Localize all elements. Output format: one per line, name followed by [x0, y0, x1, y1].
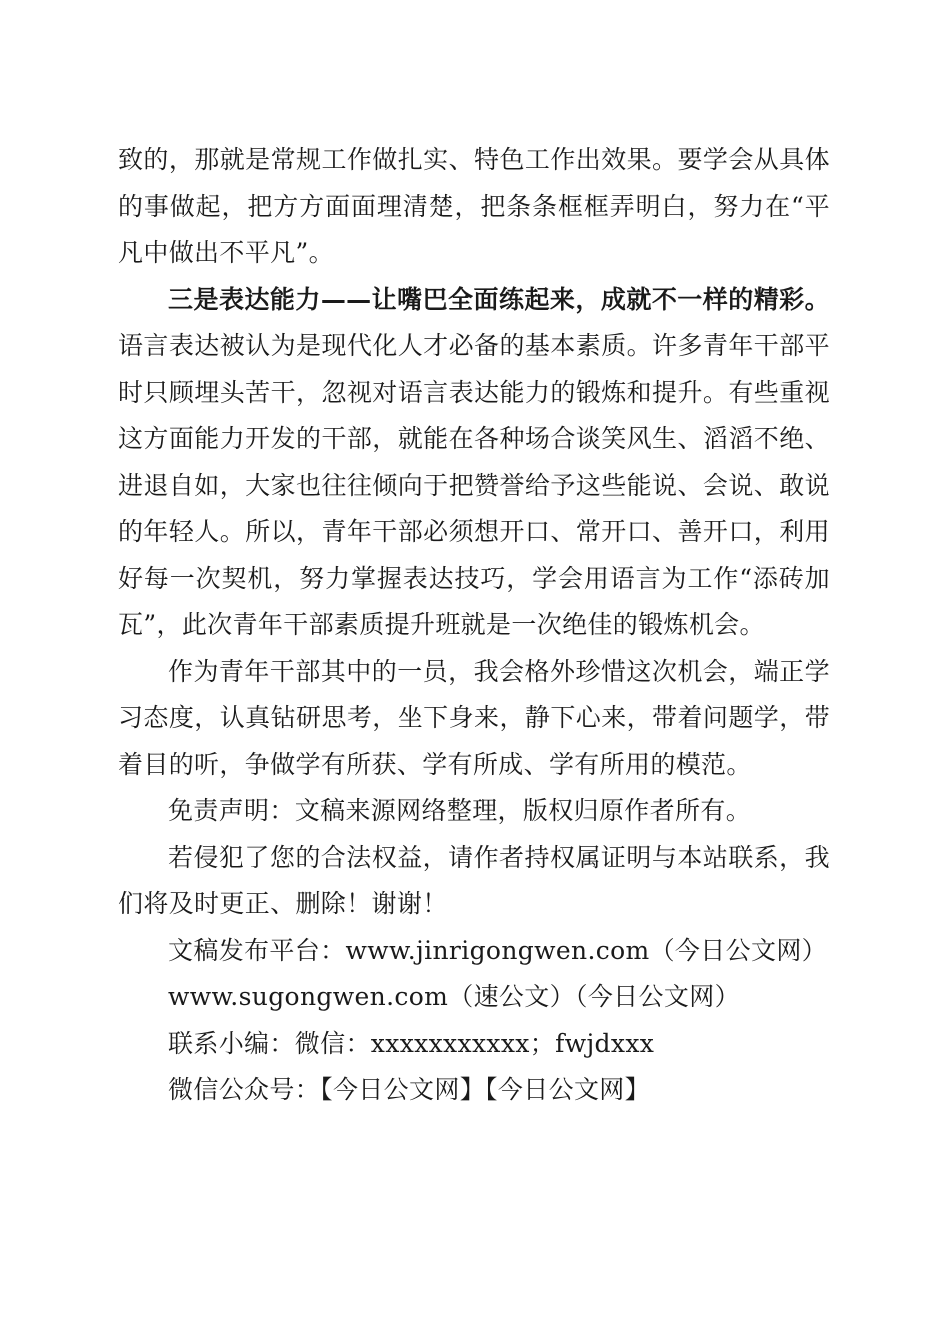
footer-site: www.sugongwen.com（速公文）（今日公文网）	[168, 982, 740, 1011]
document-body	[118, 137, 830, 1114]
paragraph-continuation: 致的，那就是常规工作做扎实、特色工作出效果。要学会从具体的事做起，把方方面面理清楚，把条条框框弄明白，努力在“平凡中做出不平凡”。	[118, 145, 830, 267]
disclaimer-line-1: 免责声明：文稿来源网络整理，版权归原作者所有。	[168, 796, 752, 825]
footer-contact: 联系小编：微信：xxxxxxxxxxx；fwjdxxx	[168, 1028, 655, 1058]
paragraph-commitment: 作为青年干部其中的一员，我会格外珍惜这次机会，端正学习态度，认真钻研思考，坐下身来，静下心来，带着问题学，带着目的听，争做学有所获、学有所成、学有所用的模范。	[118, 656, 830, 779]
paragraph-body: 语言表达被认为是现代化人才必备的基本素质。许多青年干部平时只顾埋头苦干，忽视对语言表达能力的锻炼和提升。有些重视这方面能力开发的干部，就能在各种场合谈笑风生、滔滔不绝、进退自如，大家也往往倾向于把赞誉给予这些能说、会说、敢说的年轻人。所以，青年干部必须想开口、常开口、善开口，利用好每一次契机，努力掌握表达技巧，学会用语言为工作“添砖加瓦”，此次青年干部素质提升班就是一次绝佳的锻炼机会。	[118, 331, 830, 639]
footer-wechat: 微信公众号：【今日公文网】【今日公文网】	[168, 1075, 651, 1104]
paragraph-heading: 三是表达能力——让嘴巴全面练起来，成就不一样的精彩。	[168, 284, 830, 314]
footer-platform: 文稿发布平台：www.jinrigongwen.com（今日公文网）	[168, 935, 828, 965]
paragraph-expression-ability	[118, 277, 830, 649]
disclaimer-line-2: 若侵犯了您的合法权益，请作者持权属证明与本站联系，我们将及时更正、删除！谢谢！	[118, 842, 830, 918]
